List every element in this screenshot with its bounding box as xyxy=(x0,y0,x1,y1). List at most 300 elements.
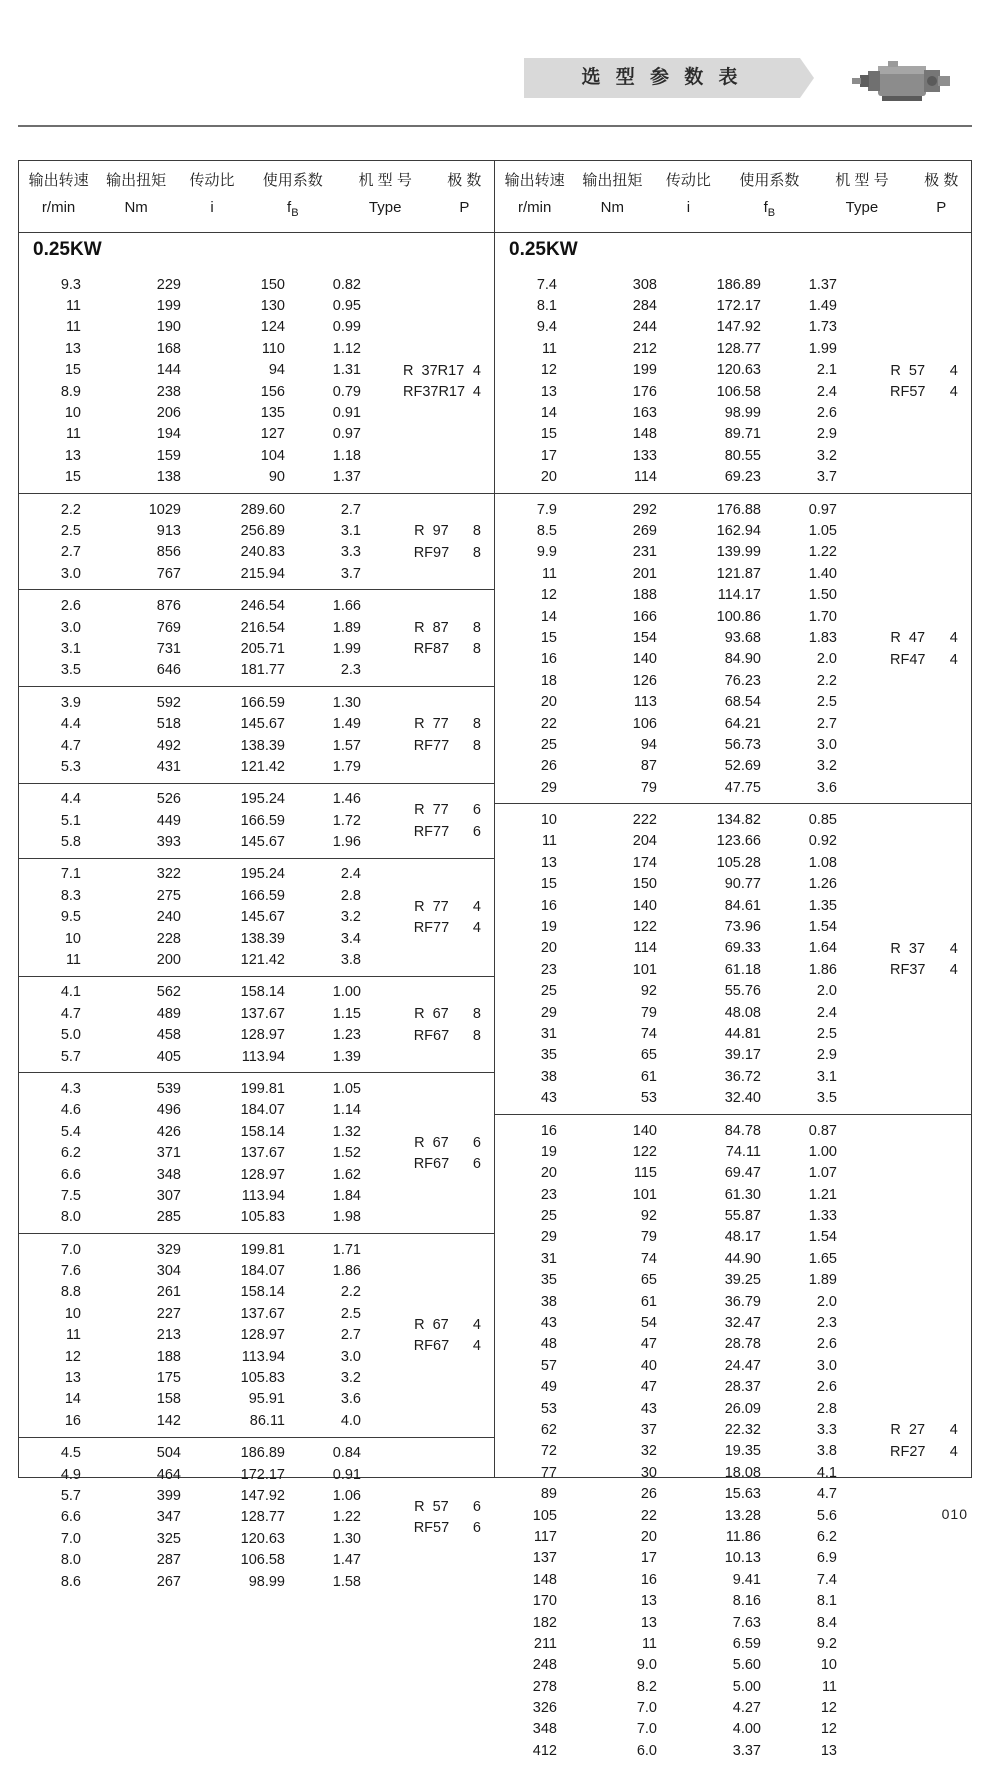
ratio-cell: 32.47 xyxy=(724,1315,761,1332)
output-speed-cell: 2.6 xyxy=(60,598,81,615)
table-row xyxy=(495,916,879,937)
output-speed-cell: 18 xyxy=(540,672,557,689)
service-factor-cell: 2.6 xyxy=(816,1379,837,1396)
output-torque-cell: 244 xyxy=(632,319,657,336)
output-speed-cell: 49 xyxy=(540,1379,557,1396)
table-row xyxy=(19,713,403,734)
table-row xyxy=(19,595,403,616)
service-factor-cell: 1.06 xyxy=(332,1488,361,1504)
table-row xyxy=(19,402,403,423)
table-row xyxy=(495,1655,879,1676)
ratio-cell: 166.59 xyxy=(240,694,285,711)
poles-cell xyxy=(460,274,494,488)
table-row xyxy=(19,864,403,885)
output-speed-cell: 8.5 xyxy=(536,522,557,539)
header-type-cn: 机 型 号 xyxy=(835,172,889,189)
service-factor-cell: 6.9 xyxy=(816,1550,837,1567)
table-row xyxy=(495,584,879,605)
table-row xyxy=(495,1066,879,1087)
output-speed-cell: 20 xyxy=(540,694,557,711)
output-speed-cell: 4.4 xyxy=(60,791,81,808)
service-factor-cell: 1.30 xyxy=(332,1530,361,1547)
model-type-cell xyxy=(403,1078,460,1228)
table-row xyxy=(19,1507,403,1528)
poles-cell xyxy=(460,1078,494,1228)
output-torque-cell: 393 xyxy=(156,834,181,851)
output-torque-cell: 115 xyxy=(633,1165,657,1182)
table-row xyxy=(19,317,403,338)
service-factor-cell: 1.66 xyxy=(332,598,361,615)
output-speed-cell: 5.1 xyxy=(60,812,81,829)
model-type-label: R 67 xyxy=(414,1006,449,1023)
service-factor-cell: 3.5 xyxy=(816,1090,837,1107)
output-speed-cell: 11 xyxy=(65,298,81,315)
output-speed-cell: 8.1 xyxy=(536,298,557,315)
output-speed-cell: 117 xyxy=(533,1528,557,1545)
service-factor-cell: 2.1 xyxy=(816,362,837,379)
table-row xyxy=(19,756,403,777)
service-factor-cell: 2.9 xyxy=(816,426,837,443)
table-row xyxy=(495,1719,879,1740)
table-row xyxy=(495,402,879,423)
service-factor-cell: 2.3 xyxy=(340,662,361,679)
ratio-cell: 5.60 xyxy=(732,1657,761,1674)
table-row xyxy=(495,713,879,734)
header-ratio-unit: i xyxy=(210,199,214,216)
spec-rows xyxy=(19,864,403,971)
spec-rows xyxy=(19,595,403,681)
output-torque-cell: 11 xyxy=(641,1635,657,1652)
service-factor-cell: 1.05 xyxy=(808,522,837,539)
output-torque-cell: 913 xyxy=(156,522,181,539)
spec-rows xyxy=(19,789,403,853)
output-speed-cell: 170 xyxy=(532,1593,557,1610)
output-torque-cell: 13 xyxy=(640,1593,657,1610)
output-speed-cell: 20 xyxy=(540,940,557,957)
spec-group xyxy=(495,269,971,494)
output-torque-cell: 526 xyxy=(156,791,181,808)
output-torque-cell: 431 xyxy=(156,758,181,775)
ratio-cell: 184.07 xyxy=(240,1263,285,1280)
service-factor-cell: 1.08 xyxy=(808,854,837,871)
spec-group xyxy=(19,859,494,977)
spec-group xyxy=(19,590,494,687)
ratio-cell: 13.28 xyxy=(724,1507,761,1524)
output-torque-cell: 240 xyxy=(156,909,181,926)
output-torque-cell: 229 xyxy=(156,276,181,293)
service-factor-cell: 1.52 xyxy=(332,1145,361,1162)
table-row xyxy=(495,1163,879,1184)
service-factor-cell: 3.6 xyxy=(816,779,837,796)
output-speed-cell: 4.7 xyxy=(60,737,81,754)
output-torque-cell: 731 xyxy=(156,640,181,657)
service-factor-cell: 0.85 xyxy=(808,812,837,829)
service-factor-cell: 3.4 xyxy=(340,930,361,947)
table-row xyxy=(495,1270,879,1291)
table-row xyxy=(495,1483,879,1504)
table-row xyxy=(495,756,879,777)
header-speed-unit: r/min xyxy=(517,199,552,216)
table-row xyxy=(495,1045,879,1066)
output-speed-cell: 29 xyxy=(540,1229,557,1246)
ratio-cell: 105.28 xyxy=(716,854,761,871)
poles-cell xyxy=(460,864,494,971)
service-factor-cell: 2.6 xyxy=(816,405,837,422)
output-speed-cell: 38 xyxy=(540,1293,557,1310)
ratio-cell: 128.97 xyxy=(240,1166,285,1183)
output-speed-cell: 11 xyxy=(65,1327,81,1344)
output-speed-cell: 26 xyxy=(540,758,557,775)
table-row xyxy=(19,520,403,541)
output-speed-cell: 11 xyxy=(541,340,557,357)
output-torque-cell: 212 xyxy=(632,340,657,357)
ratio-cell: 48.17 xyxy=(724,1229,761,1246)
output-torque-cell: 92 xyxy=(640,1208,657,1225)
output-speed-cell: 5.7 xyxy=(60,1488,81,1504)
output-speed-cell: 16 xyxy=(540,651,557,668)
service-factor-cell: 2.4 xyxy=(816,383,837,400)
output-torque-cell: 200 xyxy=(156,952,181,969)
spec-group xyxy=(19,1234,494,1438)
output-torque-cell: 9.0 xyxy=(636,1657,657,1674)
ratio-cell: 89.71 xyxy=(724,426,761,443)
table-row xyxy=(19,1282,403,1303)
poles-label: 8 xyxy=(472,737,481,754)
model-type-cell xyxy=(403,692,460,778)
service-factor-cell: 1.70 xyxy=(808,608,837,625)
service-factor-cell: 1.58 xyxy=(332,1573,361,1590)
output-torque-cell: 140 xyxy=(632,1122,657,1139)
header-type-cn: 机 型 号 xyxy=(358,172,412,189)
output-torque-cell: 269 xyxy=(632,522,657,539)
output-torque-cell: 348 xyxy=(156,1166,181,1183)
service-factor-cell: 1.46 xyxy=(332,791,361,808)
header-ratio-cn: 传动比 xyxy=(665,172,711,189)
output-torque-cell: 562 xyxy=(156,984,181,1001)
table-row xyxy=(19,1003,403,1024)
service-factor-cell: 3.8 xyxy=(816,1443,837,1460)
service-factor-cell: 6.2 xyxy=(816,1528,837,1545)
service-factor-cell: 5.6 xyxy=(816,1507,837,1524)
ratio-cell: 123.66 xyxy=(716,833,761,850)
output-speed-cell: 7.4 xyxy=(536,276,557,293)
output-torque-cell: 199 xyxy=(632,362,657,379)
output-torque-cell: 61 xyxy=(640,1293,657,1310)
group-list-left xyxy=(19,269,494,1597)
output-speed-cell: 3.0 xyxy=(60,619,81,636)
output-torque-cell: 284 xyxy=(632,298,657,315)
spec-group-inner xyxy=(495,809,971,1108)
output-torque-cell: 267 xyxy=(156,1573,181,1590)
ratio-cell: 138.39 xyxy=(240,737,285,754)
output-torque-cell: 47 xyxy=(640,1336,657,1353)
ratio-cell: 100.86 xyxy=(716,608,761,625)
ratio-cell: 137.67 xyxy=(240,1005,285,1022)
output-speed-cell: 8.6 xyxy=(60,1573,81,1590)
table-row xyxy=(495,1023,879,1044)
output-speed-cell: 53 xyxy=(540,1400,557,1417)
output-speed-cell: 14 xyxy=(64,1391,81,1408)
ratio-cell: 61.18 xyxy=(724,961,761,978)
page-header xyxy=(0,58,990,118)
ratio-cell: 195.24 xyxy=(240,866,285,883)
output-speed-cell: 57 xyxy=(540,1357,557,1374)
ratio-cell: 24.47 xyxy=(724,1357,761,1374)
service-factor-cell: 1.37 xyxy=(808,276,837,293)
output-torque-cell: 16 xyxy=(640,1571,657,1588)
ratio-cell: 128.77 xyxy=(716,340,761,357)
table-row xyxy=(495,1548,879,1569)
output-torque-cell: 140 xyxy=(632,897,657,914)
output-torque-cell: 405 xyxy=(156,1048,181,1065)
output-torque-cell: 1029 xyxy=(148,501,181,518)
table-row xyxy=(19,660,403,681)
output-speed-cell: 8.8 xyxy=(60,1284,81,1301)
poles-label: 8 xyxy=(472,523,481,540)
output-torque-cell: 307 xyxy=(156,1187,181,1204)
power-rating-row-right xyxy=(495,233,971,269)
output-torque-cell: 646 xyxy=(156,662,181,679)
ratio-cell: 121.87 xyxy=(716,565,761,582)
service-factor-cell: 10 xyxy=(820,1657,837,1674)
spec-rows xyxy=(19,692,403,778)
output-torque-cell: 142 xyxy=(156,1412,181,1429)
header-ratio-cn: 传动比 xyxy=(189,172,235,189)
poles-label: 6 xyxy=(472,1499,481,1516)
model-type-label: R 77 xyxy=(414,802,449,819)
model-type-label: R 87 xyxy=(414,619,449,636)
ratio-cell: 147.92 xyxy=(240,1488,285,1504)
service-factor-cell: 0.97 xyxy=(808,501,837,518)
table-row xyxy=(19,1443,403,1464)
ratio-cell: 147.92 xyxy=(716,319,761,336)
poles-label: 8 xyxy=(472,544,481,561)
output-speed-cell: 182 xyxy=(532,1614,557,1631)
output-torque-cell: 148 xyxy=(632,426,657,443)
header-speed-unit: r/min xyxy=(41,199,76,216)
output-speed-cell: 15 xyxy=(540,629,557,646)
output-torque-cell: 347 xyxy=(156,1509,181,1526)
header-fb-subscript: B xyxy=(291,207,299,219)
output-speed-cell: 10 xyxy=(64,1305,81,1322)
output-speed-cell: 11 xyxy=(541,565,557,582)
ratio-cell: 128.97 xyxy=(240,1327,285,1344)
table-row xyxy=(495,1120,879,1141)
service-factor-cell: 2.6 xyxy=(816,1336,837,1353)
output-speed-cell: 105 xyxy=(532,1507,557,1524)
output-speed-cell: 278 xyxy=(532,1678,557,1695)
ratio-cell: 32.40 xyxy=(724,1090,761,1107)
ratio-cell: 22.32 xyxy=(724,1422,761,1438)
header-poles-en: P xyxy=(459,199,470,216)
ratio-cell: 4.00 xyxy=(732,1721,761,1738)
ratio-cell: 172.17 xyxy=(716,298,761,315)
service-factor-cell: 0.79 xyxy=(332,383,361,400)
output-torque-cell: 154 xyxy=(632,629,657,646)
table-row xyxy=(19,1121,403,1142)
model-type-cell xyxy=(879,274,937,488)
service-factor-cell: 3.2 xyxy=(340,1370,361,1387)
page-title: 选 型 参 数 表 xyxy=(581,67,743,88)
output-torque-cell: 449 xyxy=(156,812,181,829)
ratio-cell: 205.71 xyxy=(240,640,285,657)
model-type-cell xyxy=(879,809,937,1108)
ratio-cell: 55.76 xyxy=(724,983,761,1000)
table-row xyxy=(495,1355,879,1376)
spec-rows xyxy=(19,982,403,1068)
poles-label: 4 xyxy=(949,630,958,647)
service-factor-cell: 2.4 xyxy=(816,1004,837,1021)
output-speed-cell: 43 xyxy=(540,1315,557,1332)
table-row xyxy=(19,789,403,810)
output-torque-cell: 101 xyxy=(632,1186,657,1203)
poles-cell xyxy=(460,595,494,681)
service-factor-cell: 1.83 xyxy=(808,629,837,646)
output-speed-cell: 23 xyxy=(540,961,557,978)
spec-rows xyxy=(19,499,403,585)
table-column-right xyxy=(495,161,971,1759)
ratio-cell: 166.59 xyxy=(240,812,285,829)
output-speed-cell: 13 xyxy=(540,854,557,871)
output-torque-cell: 287 xyxy=(156,1552,181,1569)
service-factor-cell: 9.2 xyxy=(816,1635,837,1652)
service-factor-cell: 1.72 xyxy=(332,812,361,829)
service-factor-cell: 1.22 xyxy=(332,1509,361,1526)
output-speed-cell: 5.8 xyxy=(60,834,81,851)
header-torque-cn: 输出扭矩 xyxy=(106,172,167,189)
model-type-label: R 67 xyxy=(414,1134,449,1151)
model-type-label: RF77 xyxy=(413,737,450,754)
table-row xyxy=(19,1207,403,1228)
poles-label: 6 xyxy=(472,802,481,819)
output-speed-cell: 9.5 xyxy=(60,909,81,926)
output-speed-cell: 35 xyxy=(540,1047,557,1064)
output-torque-cell: 496 xyxy=(156,1102,181,1119)
output-torque-cell: 308 xyxy=(632,276,657,293)
table-row xyxy=(19,499,403,520)
output-speed-cell: 16 xyxy=(64,1412,81,1429)
output-torque-cell: 176 xyxy=(632,383,657,400)
table-row xyxy=(495,1248,879,1269)
output-torque-cell: 101 xyxy=(632,961,657,978)
output-torque-cell: 174 xyxy=(632,854,657,871)
output-torque-cell: 194 xyxy=(156,426,181,443)
output-torque-cell: 168 xyxy=(156,340,181,357)
poles-label: 4 xyxy=(949,962,958,979)
service-factor-cell: 1.31 xyxy=(332,362,361,379)
service-factor-cell: 2.0 xyxy=(816,1293,837,1310)
ratio-cell: 90 xyxy=(268,469,285,486)
service-factor-cell: 1.99 xyxy=(808,340,837,357)
service-factor-cell: 0.84 xyxy=(332,1445,361,1462)
service-factor-cell: 1.35 xyxy=(808,897,837,914)
output-torque-cell: 188 xyxy=(156,1348,181,1365)
poles-label: 8 xyxy=(472,1006,481,1023)
header-servicefactor-cn: 使用系数 xyxy=(262,172,323,189)
table-row xyxy=(19,1549,403,1570)
service-factor-cell: 1.54 xyxy=(808,1229,837,1246)
ratio-cell: 156 xyxy=(260,383,285,400)
ratio-cell: 47.75 xyxy=(724,779,761,796)
service-factor-cell: 4.0 xyxy=(340,1412,361,1429)
spec-group-inner xyxy=(495,499,971,798)
output-speed-cell: 77 xyxy=(540,1464,557,1481)
table-row xyxy=(495,809,879,830)
table-row xyxy=(495,445,879,466)
poles-label: 6 xyxy=(472,1156,481,1173)
output-speed-cell: 62 xyxy=(540,1422,557,1438)
output-speed-cell: 25 xyxy=(540,1208,557,1225)
table-row xyxy=(495,360,879,381)
header-type-en: Type xyxy=(845,199,879,216)
table-row xyxy=(19,949,403,970)
output-speed-cell: 13 xyxy=(64,1370,81,1387)
poles-cell xyxy=(937,809,972,1108)
service-factor-cell: 2.0 xyxy=(816,651,837,668)
service-factor-cell: 1.23 xyxy=(332,1027,361,1044)
output-torque-cell: 47 xyxy=(640,1379,657,1396)
model-type-label: RF77 xyxy=(413,920,450,937)
table-row xyxy=(19,1389,403,1410)
output-torque-cell: 6.0 xyxy=(636,1742,657,1759)
output-torque-cell: 122 xyxy=(632,919,657,936)
table-row xyxy=(495,649,879,670)
output-speed-cell: 43 xyxy=(540,1090,557,1107)
model-type-label: R 67 xyxy=(414,1316,449,1333)
table-row xyxy=(495,1676,879,1697)
power-rating-row-left xyxy=(19,233,494,269)
table-row xyxy=(495,606,879,627)
output-torque-cell: 7.0 xyxy=(636,1721,657,1738)
output-torque-cell: 231 xyxy=(632,544,657,561)
output-torque-cell: 206 xyxy=(156,405,181,422)
model-type-label: R 97 xyxy=(414,523,449,540)
spec-group xyxy=(19,977,494,1074)
service-factor-cell: 4.1 xyxy=(816,1464,837,1481)
service-factor-cell: 1.05 xyxy=(332,1080,361,1097)
table-row xyxy=(19,831,403,852)
output-speed-cell: 7.6 xyxy=(60,1263,81,1280)
output-speed-cell: 15 xyxy=(540,426,557,443)
table-row xyxy=(495,520,879,541)
table-row xyxy=(19,1142,403,1163)
output-speed-cell: 11 xyxy=(65,319,81,336)
table-row xyxy=(19,885,403,906)
output-speed-cell: 4.6 xyxy=(60,1102,81,1119)
model-type-label: RF57 xyxy=(890,384,926,400)
output-speed-cell: 13 xyxy=(540,383,557,400)
ratio-cell: 215.94 xyxy=(240,565,285,582)
output-speed-cell: 23 xyxy=(540,1186,557,1203)
output-torque-cell: 769 xyxy=(156,619,181,636)
service-factor-cell: 2.3 xyxy=(816,1315,837,1332)
output-torque-cell: 122 xyxy=(632,1143,657,1160)
output-torque-cell: 304 xyxy=(156,1263,181,1280)
model-type-label: R 27 xyxy=(890,1422,926,1439)
model-type-label: RF37R17 xyxy=(403,384,466,400)
table-row xyxy=(495,1526,879,1547)
ratio-cell: 84.78 xyxy=(724,1122,761,1139)
ratio-cell: 95.91 xyxy=(248,1391,285,1408)
header-speed-cn: 输出转速 xyxy=(28,172,89,189)
table-row xyxy=(495,1569,879,1590)
ratio-cell: 186.89 xyxy=(240,1445,285,1462)
service-factor-cell: 7.4 xyxy=(816,1571,837,1588)
ratio-cell: 73.96 xyxy=(724,919,761,936)
ratio-cell: 120.63 xyxy=(240,1530,285,1547)
output-speed-cell: 10 xyxy=(64,930,81,947)
service-factor-cell: 1.26 xyxy=(808,876,837,893)
